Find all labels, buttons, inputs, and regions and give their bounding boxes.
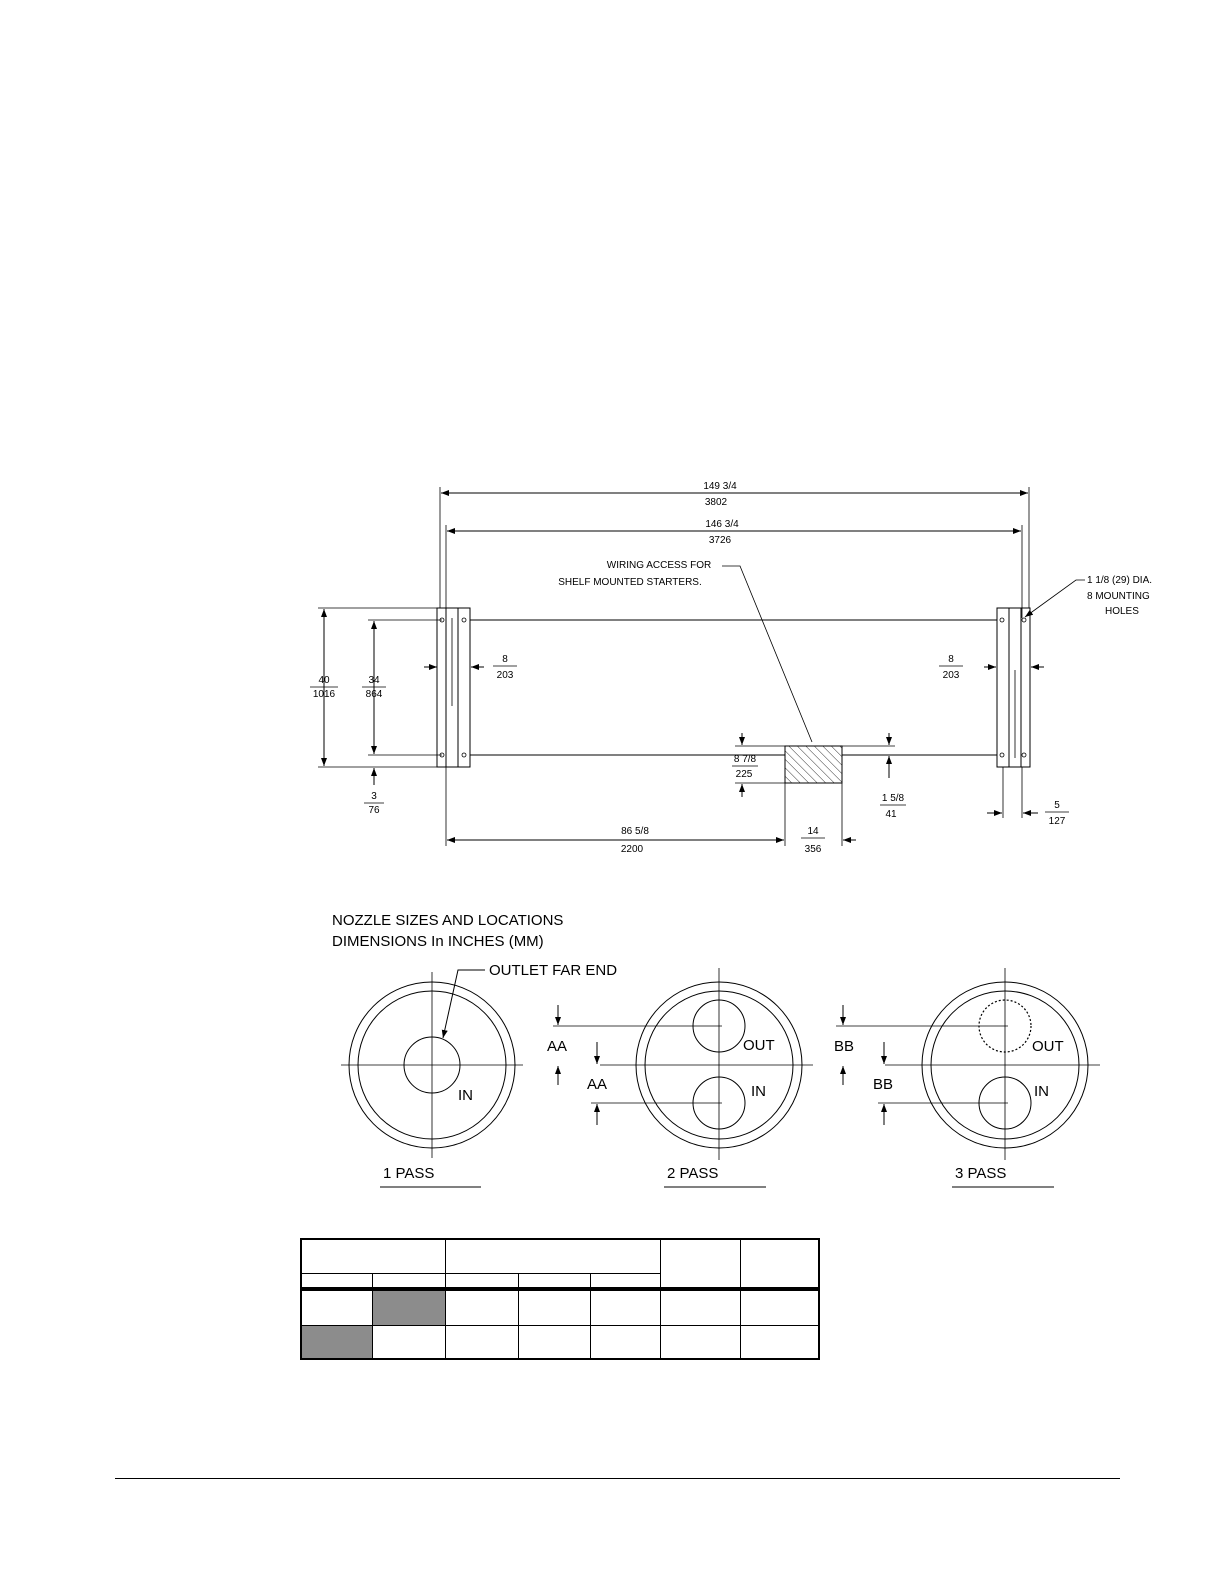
pass-2-label: 2 PASS — [667, 1165, 719, 1182]
table-cell — [661, 1325, 741, 1359]
elevation-view — [310, 481, 1152, 855]
right-tubesheet-in: 8 — [948, 654, 954, 665]
table-cell — [661, 1289, 741, 1325]
pass-3-view — [834, 968, 1100, 1187]
wiring-leader — [722, 566, 812, 742]
table-cell — [373, 1325, 446, 1359]
right-waterbox — [997, 608, 1030, 767]
nozzle-section — [332, 912, 1100, 1187]
left-tubesheet-in: 8 — [502, 654, 508, 665]
table-cell — [518, 1289, 591, 1325]
pass-1-in-label: IN — [458, 1087, 473, 1104]
table-header-cell — [740, 1239, 819, 1289]
pass-1-label: 1 PASS — [383, 1165, 435, 1182]
end-offset-in: 5 — [1054, 800, 1060, 811]
table-cell — [445, 1325, 518, 1359]
end-offset-mm: 127 — [1048, 816, 1066, 827]
overall-length-in: 149 3/4 — [703, 481, 737, 492]
table-cell — [591, 1289, 661, 1325]
hole-offset-in: 3 — [371, 791, 377, 802]
wiring-note-line-1: WIRING ACCESS FOR — [606, 560, 712, 571]
table-header-cell — [301, 1239, 445, 1273]
overall-height-in: 40 — [318, 675, 330, 686]
table-cell — [740, 1289, 819, 1325]
table-subheader-cell — [301, 1273, 373, 1289]
pass-1-view — [341, 962, 617, 1187]
table-header-cell — [445, 1239, 660, 1273]
access-width-mm: 356 — [804, 844, 822, 855]
table-subheader-cell — [591, 1273, 661, 1289]
nozzle-title: NOZZLE SIZES AND LOCATIONS — [332, 912, 564, 929]
table-subheader-cell — [445, 1273, 518, 1289]
pass-2-aa-label-2: AA — [587, 1076, 608, 1093]
pass-3-in-label: IN — [1034, 1083, 1049, 1100]
access-offset-in: 1 5/8 — [881, 793, 905, 804]
table-cell — [740, 1325, 819, 1359]
table-subheader-cell — [518, 1273, 591, 1289]
table-cell — [445, 1289, 518, 1325]
pass-3-bb-label-2: BB — [873, 1076, 894, 1093]
mounting-note-line-3: HOLES — [1105, 606, 1139, 617]
table-row — [301, 1289, 819, 1325]
outlet-far-end-label: OUTLET FAR END — [489, 962, 618, 979]
pass-2-out-label: OUT — [743, 1037, 775, 1054]
pass-3-out-label: OUT — [1032, 1038, 1064, 1055]
table-cell-shaded — [373, 1289, 446, 1325]
shell-length-mm: 3726 — [708, 535, 732, 546]
hole-spacing-mm: 864 — [365, 689, 383, 700]
footer-rule — [115, 1478, 1120, 1479]
table-header-cell — [661, 1239, 741, 1289]
wiring-note-line-2: SHELF MOUNTED STARTERS. — [558, 577, 702, 588]
pass-3-label: 3 PASS — [955, 1165, 1007, 1182]
hole-spacing-in: 34 — [368, 675, 380, 686]
nozzle-subtitle: DIMENSIONS In INCHES (MM) — [332, 933, 544, 950]
table-cell — [518, 1325, 591, 1359]
table-cell-shaded — [301, 1325, 373, 1359]
table-row — [301, 1325, 819, 1359]
mounting-note-line-1: 1 1/8 (29) DIA. — [1087, 575, 1153, 586]
mounting-leader — [1025, 580, 1085, 617]
outlet-leader — [443, 970, 485, 1038]
left-tubesheet-mm: 203 — [496, 670, 514, 681]
table-cell — [301, 1289, 373, 1325]
right-tubesheet-mm: 203 — [942, 670, 960, 681]
access-position-mm: 2200 — [620, 844, 644, 855]
pass-2-view — [547, 968, 813, 1187]
wiring-access-box — [785, 746, 842, 783]
table-subheader-cell — [373, 1273, 446, 1289]
access-height-mm: 225 — [735, 769, 753, 780]
left-waterbox — [437, 608, 470, 767]
access-position-in: 86 5/8 — [621, 826, 649, 837]
hole-offset-mm: 76 — [368, 805, 380, 816]
pass-2-in-label: IN — [751, 1083, 766, 1100]
access-width-in: 14 — [807, 826, 819, 837]
overall-height-mm: 1016 — [312, 689, 336, 700]
table-cell — [591, 1325, 661, 1359]
access-offset-mm: 41 — [885, 809, 897, 820]
pass-2-aa-label-1: AA — [547, 1038, 568, 1055]
nozzle-table — [300, 1238, 820, 1360]
table-header-row-1 — [301, 1239, 819, 1273]
shell-length-in: 146 3/4 — [705, 519, 739, 530]
overall-length-mm: 3802 — [704, 497, 728, 508]
mounting-note-line-2: 8 MOUNTING — [1087, 591, 1150, 602]
pass-3-bb-label-1: BB — [834, 1038, 855, 1055]
access-height-in: 8 7/8 — [733, 754, 757, 765]
